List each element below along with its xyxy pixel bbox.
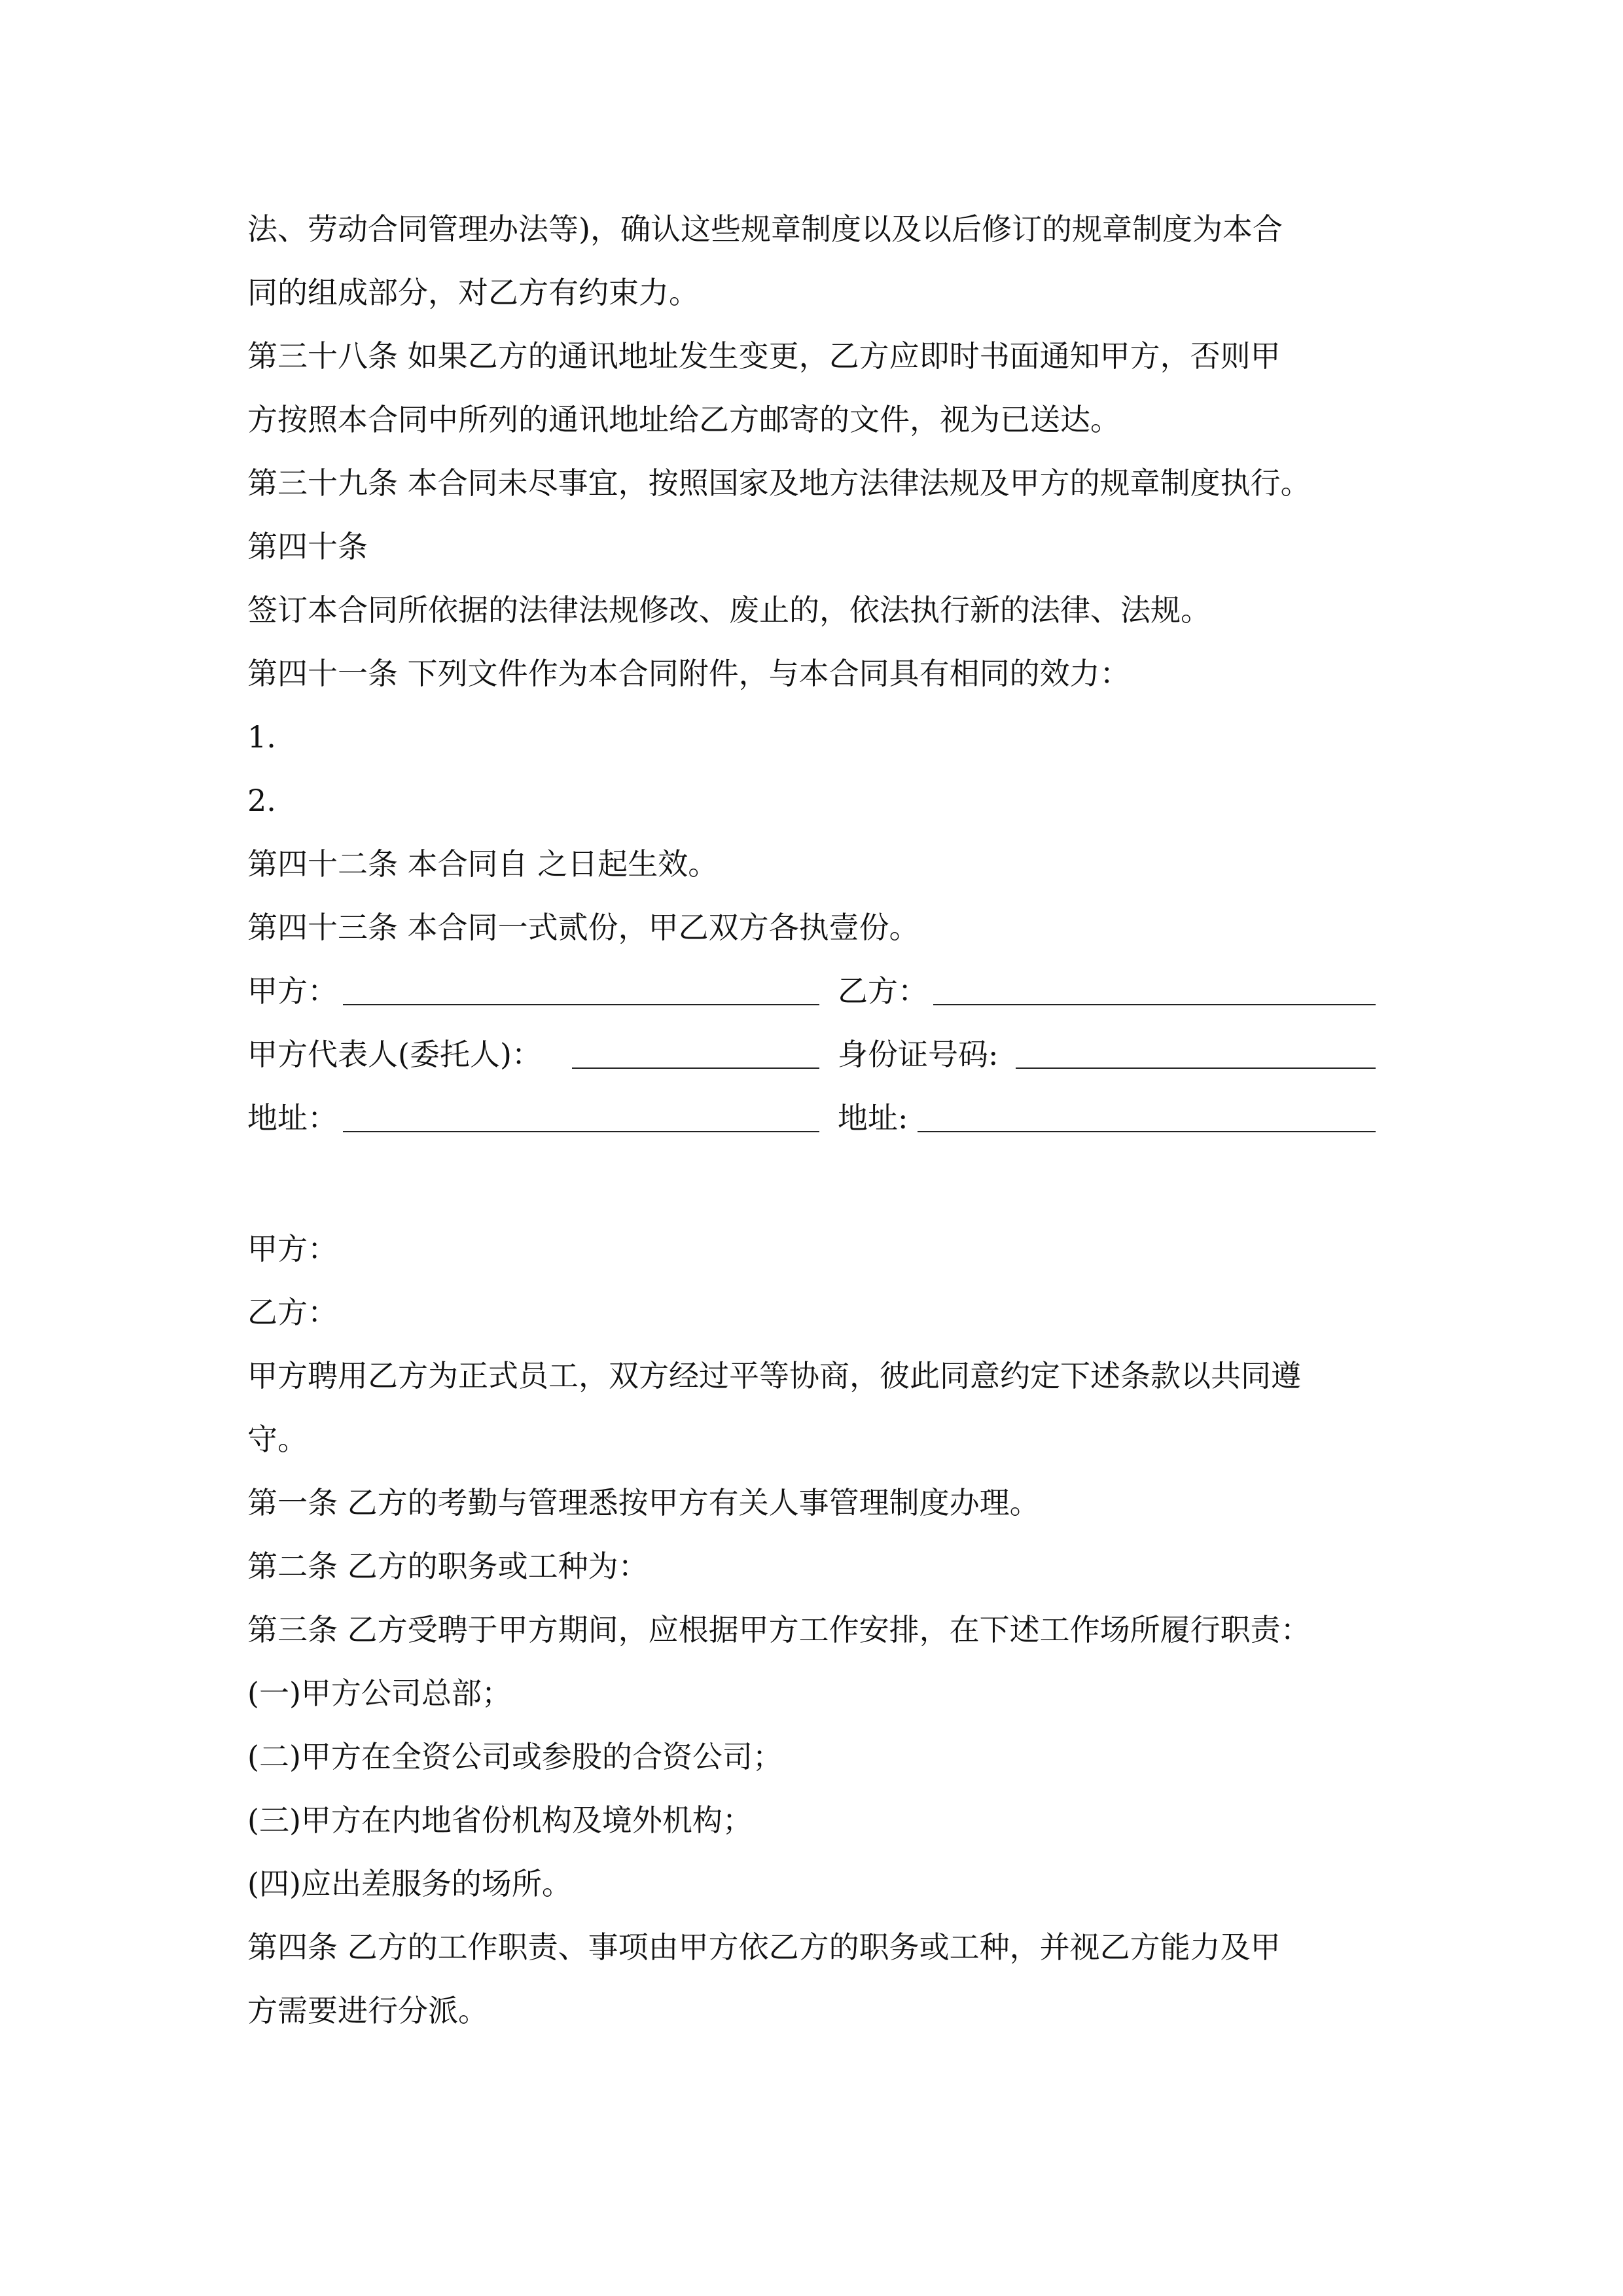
id-number-blank[interactable] (1016, 1067, 1376, 1069)
address-b-label: 地址: (838, 1100, 908, 1136)
attachment-item: 2. (247, 783, 276, 818)
workplace-item: (一)甲方公司总部； (247, 1676, 512, 1711)
signature-row-parties (247, 971, 1380, 1011)
preamble-line: 甲方聘用乙方为正式员工，双方经过平等协商，彼此同意约定下述条款以共同遵 (247, 1358, 1301, 1393)
paragraph-line: 同的组成部分，对乙方有约束力。 (247, 275, 699, 310)
article-4: 第四条 乙方的工作职责、事项由甲方依乙方的职务或工种，并视乙方能力及甲 (247, 1929, 1281, 1965)
signature-row-representative (247, 1035, 1380, 1074)
article-41: 第四十一条 下列文件作为本合同附件，与本合同具有相同的效力： (247, 656, 1130, 691)
party-b-line: 乙方： (247, 1295, 338, 1330)
paragraph-line: 方按照本合同中所列的通讯地址给乙方邮寄的文件，视为已送达。 (247, 402, 1120, 437)
signature-row-address (247, 1098, 1380, 1138)
paragraph-line: 方需要进行分派。 (247, 1993, 488, 2028)
article-38: 第三十八条 如果乙方的通讯地址发生变更，乙方应即时书面通知甲方，否则甲 (247, 338, 1281, 374)
address-b-blank[interactable] (918, 1131, 1376, 1132)
article-42: 第四十二条 本合同自 之日起生效。 (247, 846, 719, 882)
party-b-label: 乙方： (838, 973, 928, 1009)
attachment-item: 1. (247, 719, 276, 755)
address-a-label: 地址： (247, 1100, 338, 1136)
workplace-item: (三)甲方在内地省份机构及境外机构； (247, 1803, 753, 1838)
workplace-item: (四)应出差服务的场所。 (247, 1866, 572, 1901)
article-3: 第三条 乙方受聘于甲方期间，应根据甲方工作安排，在下述工作场所履行职责： (247, 1612, 1311, 1647)
party-a-label: 甲方： (247, 973, 338, 1009)
article-2: 第二条 乙方的职务或工种为： (247, 1549, 649, 1584)
article-43: 第四十三条 本合同一式贰份，甲乙双方各执壹份。 (247, 910, 919, 945)
party-a-rep-label: 甲方代表人(委托人)： (247, 1037, 542, 1072)
workplace-item: (二)甲方在全资公司或参股的合资公司； (247, 1739, 783, 1774)
id-number-label: 身份证号码: (838, 1037, 999, 1072)
article-40: 第四十条 (247, 529, 368, 564)
paragraph-line: 法、劳动合同管理办法等)，确认这些规章制度以及以后修订的规章制度为本合 (247, 211, 1283, 247)
party-a-rep-blank[interactable] (572, 1067, 819, 1069)
article-1: 第一条 乙方的考勤与管理悉按甲方有关人事管理制度办理。 (247, 1485, 1040, 1520)
paragraph-line: 签订本合同所依据的法律法规修改、废止的，依法执行新的法律、法规。 (247, 592, 1211, 628)
party-a-blank[interactable] (343, 1004, 819, 1005)
party-a-line: 甲方： (247, 1231, 338, 1266)
address-a-blank[interactable] (343, 1131, 819, 1132)
party-b-blank[interactable] (933, 1004, 1376, 1005)
article-39: 第三十九条 本合同未尽事宜，按照国家及地方法律法规及甲方的规章制度执行。 (247, 465, 1311, 501)
preamble-line: 守。 (247, 1422, 308, 1457)
